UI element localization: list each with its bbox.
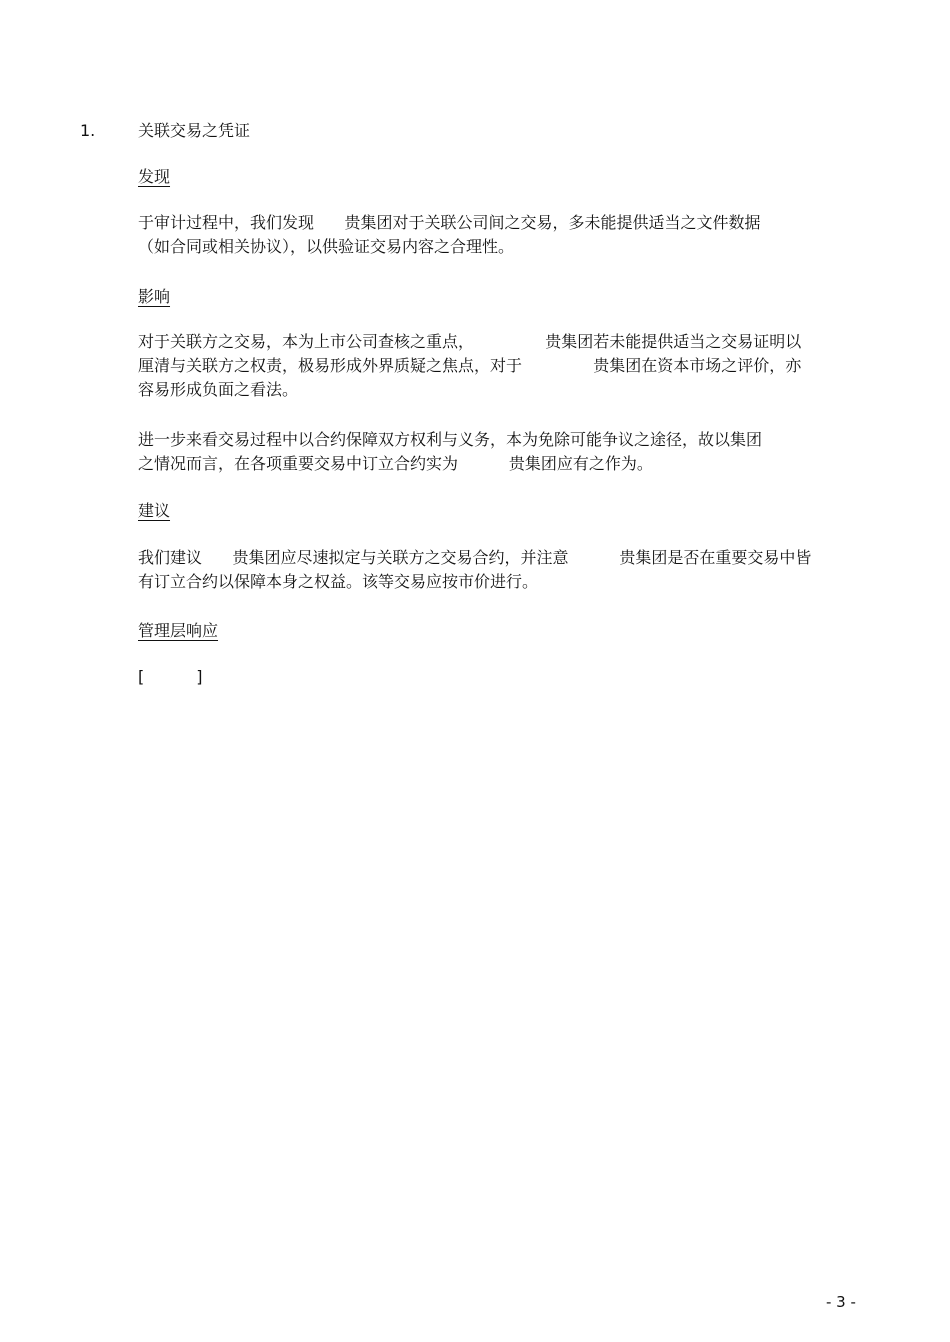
impact-paragraph-2	[138, 428, 878, 476]
item-title: 关联交易之凭证	[138, 121, 251, 140]
impact-p1-line-2: 厘清与关联方之权责，极易形成外界质疑之焦点，对于 贵集团在资本市场之评价，亦	[138, 356, 802, 375]
recommendation-paragraph	[138, 546, 878, 594]
recommendation-line-1: 我们建议 贵集团应尽速拟定与关联方之交易合约，并注意 贵集团是否在重要交易中皆	[138, 548, 812, 567]
recommendation-heading: 建议	[138, 501, 171, 520]
findings-heading: 发现	[138, 167, 171, 186]
impact-p2-line-1: 进一步来看交易过程中以合约保障双方权利与义务，本为免除可能争议之途径，故以集团	[138, 430, 763, 449]
impact-p1-line-1: 对于关联方之交易，本为上市公司查核之重点， 贵集团若未能提供适当之交易证明以	[138, 332, 802, 351]
item-number: 1.	[80, 121, 96, 140]
findings-line-1: 于审计过程中，我们发现 贵集团对于关联公司间之交易，多未能提供适当之文件数据	[138, 213, 761, 232]
page-number: - 3 -	[826, 1293, 856, 1311]
bracket-close: ]	[196, 667, 203, 686]
recommendation-line-2: 有订立合约以保障本身之权益。该等交易应按市价进行。	[138, 572, 539, 591]
management-response-placeholder	[138, 666, 203, 688]
findings-paragraph	[138, 211, 878, 259]
impact-p1-line-3: 容易形成负面之看法。	[138, 380, 299, 399]
bracket-open: [	[138, 667, 145, 686]
impact-paragraph-1	[138, 330, 878, 402]
impact-heading: 影响	[138, 287, 171, 306]
findings-line-2: （如合同或相关协议），以供验证交易内容之合理性。	[138, 237, 515, 256]
management-response-heading: 管理层响应	[138, 621, 219, 640]
impact-p2-line-2: 之情况而言，在各项重要交易中订立合约实为 贵集团应有之作为。	[138, 454, 653, 473]
